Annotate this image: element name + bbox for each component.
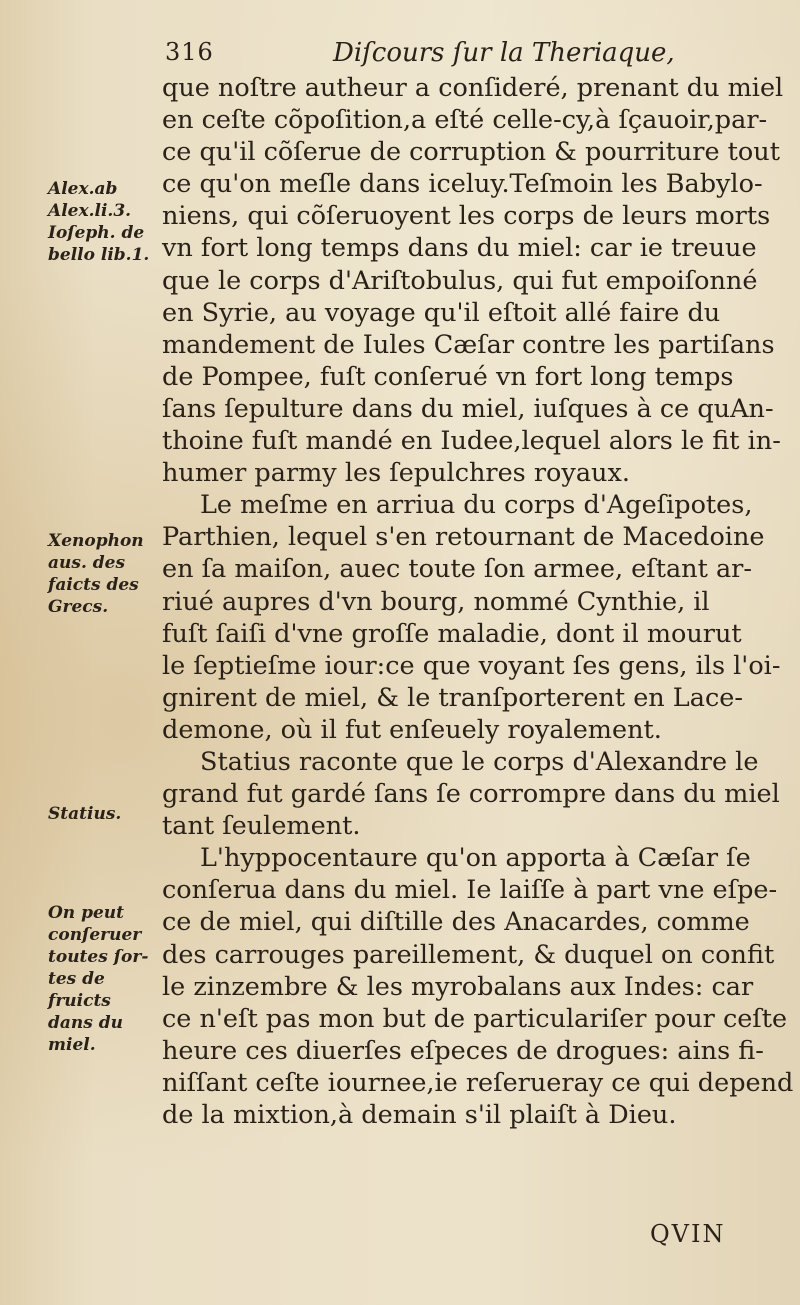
text-line: mandement de Iules Cæſar contre les partiſans [162, 329, 775, 360]
margin-note: Statius. [48, 804, 122, 824]
text-line: humer parmy les ſepulchres royaux. [162, 458, 630, 489]
text-line: gnirent de miel, & le tranſporterent en Lace- [162, 682, 743, 713]
text-line: Le meſme en arriua du corps d'Ageſipotes, [200, 490, 753, 521]
text-line: de la mixtion,à demain s'il plaiſt à Dieu. [162, 1100, 677, 1130]
text-line: que noſtre autheur a conſideré, prenant du miel [162, 73, 784, 103]
text-line: des carrouges pareillement, & duquel on confit [162, 939, 775, 970]
text-line: Statius raconte que le corps d'Alexandre le [200, 746, 759, 777]
catchword: QVIN [650, 1220, 726, 1248]
text-line: Parthien, lequel s'en retournant de Macedoine [162, 522, 765, 553]
text-line: ſans ſepulture dans du miel, iuſques à ce quAn- [162, 393, 774, 424]
text-line: en ceſte cõpoſition,a eſté celle-cy,à ſçauoir,par- [162, 105, 768, 136]
text-line: L'hyppocentaure qu'on apporta à Cæſar ſe [200, 843, 751, 874]
margin-note: Xenophon aus. des faicts des Grecs. [48, 531, 144, 617]
text-line: ce de miel, qui diſtille des Anacardes, comme [162, 907, 750, 938]
text-line: heure ces diuerſes eſpeces de drogues: ains fi- [162, 1035, 764, 1066]
margin-note: Alex.ab Alex.li.3. Ioſeph. de bello lib.1. [48, 179, 150, 265]
page-number: 316 [165, 38, 214, 66]
text-line: de Pompee, fuſt conſerué vn fort long temps [162, 361, 734, 392]
text-line: que le corps d'Ariſtobulus, qui fut empoiſonné [162, 265, 758, 296]
margin-note: On peut conſeruer toutes ſor- tes de fruicts dans du miel. [48, 903, 149, 1055]
text-line: ce n'eſt pas mon but de particulariſer pour ceſte [162, 1003, 788, 1034]
text-line: thoine fuſt mandé en Iudee,lequel alors le fit in- [162, 426, 781, 457]
text-line: le ſeptieſme iour:ce que voyant ſes gens, ils l'oi- [162, 650, 781, 681]
text-line: vn fort long temps dans du miel: car ie treuue [162, 233, 757, 264]
text-line: en Syrie, au voyage qu'il eſtoit allé faire du [162, 297, 721, 328]
body-text [162, 72, 794, 1131]
page-header [165, 38, 765, 76]
running-title: Diſcours ſur la Theriaque, [333, 38, 675, 68]
text-line: ce qu'on meſle dans iceluy.Teſmoin les Babylo- [162, 169, 763, 200]
text-line: tant ſeulement. [162, 811, 361, 842]
text-line: conſerua dans du miel. Ie laiſſe à part vne eſpe- [162, 875, 778, 906]
text-line: riué aupres d'vn bourg, nommé Cynthie, il [162, 586, 710, 617]
text-line: niſſant ceſte iournee,ie reſerueray ce qui depend [162, 1067, 794, 1098]
text-line: le zinzembre & les myrobalans aux Indes: car [162, 971, 754, 1002]
text-line: fuſt ſaiſi d'vne groſſe maladie, dont il mourut [162, 618, 742, 649]
text-line: demone, où il fut enſeuely royalement. [162, 714, 662, 745]
text-line: niens, qui cõſeruoyent les corps de leurs morts [162, 201, 771, 232]
text-line: grand fut gardé ſans ſe corrompre dans du miel [162, 779, 780, 810]
text-line: en ſa maiſon, auec toute ſon armee, eſtant ar- [162, 554, 752, 585]
text-line: ce qu'il cõſerue de corruption & pourriture tout [162, 137, 780, 168]
